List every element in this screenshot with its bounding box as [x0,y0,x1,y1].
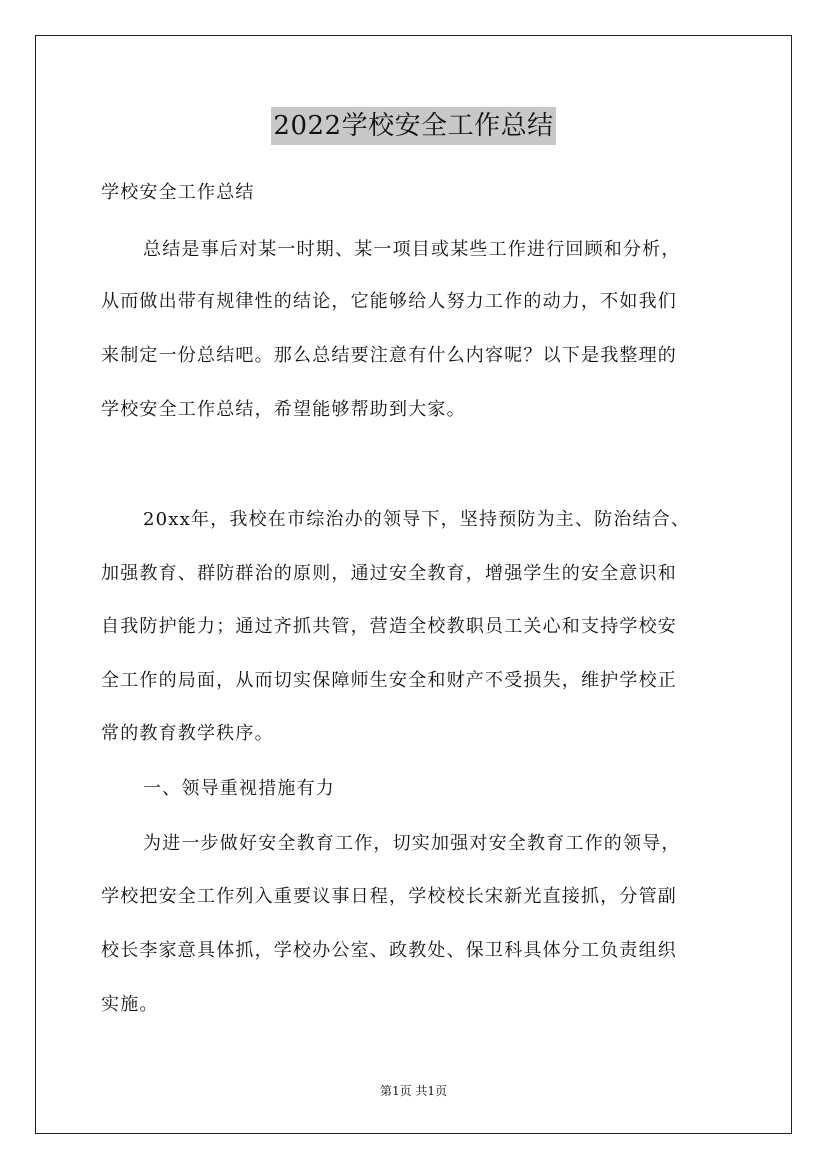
document-title: 2022学校安全工作总结 [271,107,555,145]
paragraph-1-line-2: 从而做出带有规律性的结论，它能够给人努力工作的动力，不如我们 [101,291,677,312]
paragraph-1-line-3: 来制定一份总结吧。那么总结要注意有什么内容呢？以下是我整理的 [101,345,677,366]
paragraph-3-line-1: 为进一步做好安全教育工作，切实加强对安全教育工作的领导， [143,833,681,854]
document-title-wrapper [0,104,827,145]
paragraph-2-line-4: 全工作的局面，从而切实保障师生安全和财产不受损失，维护学校正 [101,670,677,691]
paragraph-1-line-4: 学校安全工作总结，希望能够帮助到大家。 [101,399,466,420]
page-number-footer: 第1页 共1页 [379,1084,448,1098]
section-1-heading: 一、领导重视措施有力 [143,778,335,799]
paragraph-1-line-1: 总结是事后对某一时期、某一项目或某些工作进行回顾和分析， [143,239,681,260]
paragraph-3-line-2: 学校把安全工作列入重要议事日程，学校校长宋新光直接抓，分管副 [101,886,677,907]
document-subtitle: 学校安全工作总结 [101,182,255,203]
paragraph-2-line-1: 20xx年，我校在市综治办的领导下，坚持预防为主、防治结合、 [143,509,691,530]
paragraph-2-line-3: 自我防护能力；通过齐抓共管，营造全校教职员工关心和支持学校安 [101,616,677,637]
paragraph-2-line-2: 加强教育、群防群治的原则，通过安全教育，增强学生的安全意识和 [101,563,677,584]
paragraph-3-line-3: 校长李家意具体抓，学校办公室、政教处、保卫科具体分工负责组织 [101,940,677,961]
paragraph-2-line-5: 常的教育教学秩序。 [101,723,274,744]
paragraph-3-line-4: 实施。 [101,994,159,1015]
